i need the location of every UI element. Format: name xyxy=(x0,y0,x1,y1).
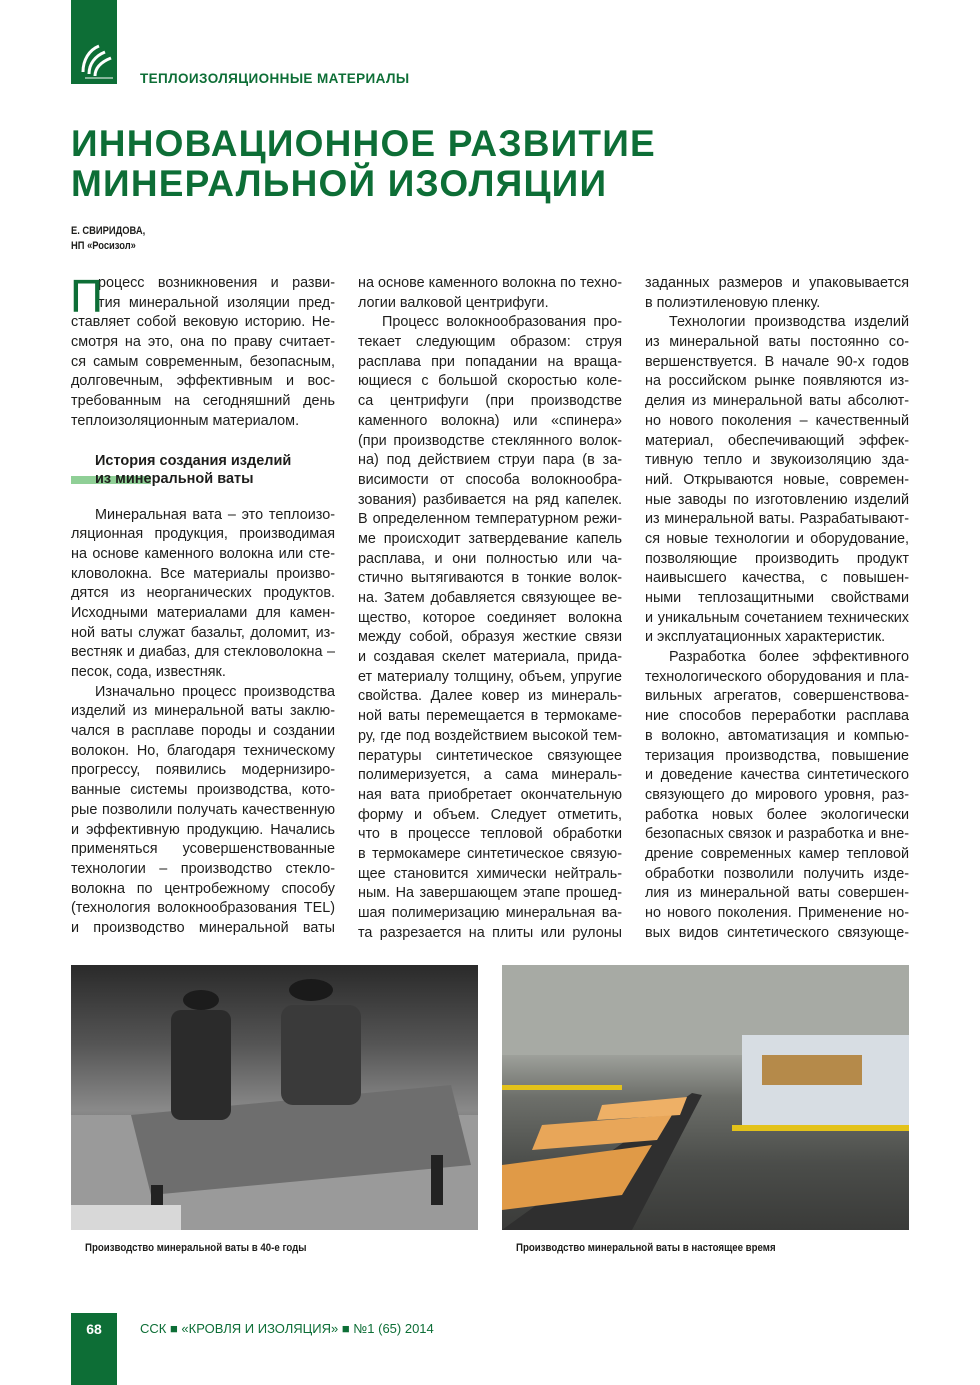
text-line: каменного волокна) или «спинера» xyxy=(358,412,622,429)
text-line: теризация производства, повышение xyxy=(645,747,909,764)
photo-workers-illustration xyxy=(71,965,478,1230)
text-line: Исходными материалами для камен- xyxy=(71,604,335,621)
text-column-1 xyxy=(70,270,335,939)
text-line: ной ваты перемещается в термокаме- xyxy=(358,708,622,725)
photo-1940s-production xyxy=(71,965,478,1230)
text-line: применяться усовершенствованные xyxy=(71,841,335,858)
article-title: ИННОВАЦИОННОЕ РАЗВИТИЕ МИНЕРАЛЬНОЙ ИЗОЛЯЦИИ xyxy=(71,123,656,204)
text-line: на) под действием струи пара (в за- xyxy=(358,452,622,469)
footer-green-box xyxy=(71,1313,117,1385)
text-line: щество, которое соединяет волокна xyxy=(358,609,622,626)
publication-info: ССК ■ «КРОВЛЯ И ИЗОЛЯЦИЯ» ■ №1 (65) 2014 xyxy=(140,1321,434,1336)
text-line: тия минеральной изоляции пред- xyxy=(98,294,335,311)
subheading-line: из минеральной ваты xyxy=(95,470,254,487)
text-line: стично вытягиваются в тонкие волок- xyxy=(358,570,622,587)
text-line: ет материалу толщину, объем, упругие xyxy=(358,668,622,685)
text-line: ной ваты служат базальт, доломит, из- xyxy=(71,624,335,641)
text-line: но нового поколения – качественный xyxy=(645,412,909,429)
text-line: безопасных связок и разработка и вне- xyxy=(645,826,909,843)
text-line: материал, обеспечивающий эффек- xyxy=(645,432,909,449)
text-line: ний. Открываются новые, современ- xyxy=(645,471,909,488)
text-line: свойства. Далее ковер из минераль- xyxy=(358,688,622,705)
text-line: технологического оборудования и пла- xyxy=(645,668,909,685)
text-line: зования) разбивается на ряд капелек. xyxy=(358,491,622,508)
text-line: расплава при попадании на враща- xyxy=(358,353,622,370)
text-line: ванные системы производства, кото- xyxy=(71,782,335,799)
text-line: вестняк и диабаз, для стекловолокна – xyxy=(71,644,335,661)
text-line: ме происходит затвердевание капель xyxy=(358,530,622,547)
text-line: работка новых более экологически xyxy=(645,806,909,823)
text-line: В определенном температурном режи- xyxy=(358,511,622,528)
paragraph xyxy=(70,270,335,432)
text-line: (при производстве стеклянного волок- xyxy=(358,432,622,449)
header-green-bar xyxy=(71,0,117,84)
text-line: наивысшего качества, с повышен- xyxy=(645,570,909,587)
leaf-lines-logo-icon xyxy=(77,40,113,80)
text-line: вильных агрегатов, совершенствова- xyxy=(645,688,909,705)
text-line: роцесс возникновения и разви- xyxy=(98,275,335,291)
text-line: лия из минеральной ваты совершен- xyxy=(645,885,909,902)
text-line: в термокамере синтетическое связую- xyxy=(358,845,622,862)
text-line: и доведение качества синтетического xyxy=(645,767,909,784)
text-line: смотря на это, она по праву считает- xyxy=(71,334,335,351)
text-line: щее становится химически нейтраль- xyxy=(358,865,622,882)
author-name: Е. СВИРИДОВА, xyxy=(71,225,146,237)
paragraph xyxy=(645,313,909,648)
text-line: на. Затем добавляется связующее ве- xyxy=(358,590,622,606)
text-line: Минеральная вата – это теплоизо- xyxy=(95,506,335,523)
text-line: ные заводы по изготовлению изделий xyxy=(645,491,909,508)
text-line: ся новые технологии и оборудование, xyxy=(645,530,909,547)
text-line: заданных размеров и упаковывается xyxy=(645,275,909,291)
text-line: дятся из неорганических продуктов. xyxy=(71,585,335,602)
text-line: на основе каменного волокна по техно- xyxy=(358,275,622,291)
text-line: требованным на сегодняшний день xyxy=(71,393,335,410)
text-line: но нового поколения. Применение но- xyxy=(645,905,909,921)
text-line: волокна по центробежному способу xyxy=(71,880,335,897)
text-line: из минеральной ваты. Разрабатывают- xyxy=(645,511,909,528)
text-line: между собой, образуя жесткие связи xyxy=(358,629,622,646)
author-organization: НП «Росизол» xyxy=(71,240,136,252)
text-line: ру, где под воздействием высокой тем- xyxy=(358,727,622,744)
text-line: шая полимеризацию минеральная ва- xyxy=(358,905,622,921)
text-line: на российском рынке появляются из- xyxy=(645,373,909,390)
text-column-3 xyxy=(645,274,909,943)
text-line: (технология волокнообразования TEL) xyxy=(71,900,335,917)
section-label: ТЕПЛОИЗОЛЯЦИОННЫЕ МАТЕРИАЛЫ xyxy=(140,71,410,86)
text-line: и эффективную продукцию. Начались xyxy=(71,821,335,838)
photo-modern-production xyxy=(502,965,909,1230)
photo-caption-1: Производство минеральной ваты в 40-е годы xyxy=(85,1242,307,1254)
text-line: технологии – производство стекло- xyxy=(71,860,335,877)
text-line: из минеральной ваты постоянно со- xyxy=(645,334,909,351)
text-line: в волокно, автоматизация и компью- xyxy=(645,727,909,744)
paragraph xyxy=(645,274,909,313)
text-line: рые позволили получать качественную xyxy=(71,801,335,818)
text-line: изделий из минеральной ваты заклю- xyxy=(71,703,335,720)
text-line: текает следующим образом: струя xyxy=(358,334,622,351)
text-line: расплава, и они полностью или ча- xyxy=(358,550,622,567)
text-line: и уникальным сочетанием технических xyxy=(645,609,909,626)
text-line: на основе каменного волокна или сте- xyxy=(71,545,335,562)
text-line: теплоизоляционным материалом. xyxy=(71,412,300,429)
photo-factory-illustration xyxy=(502,965,909,1230)
text-line: ся самым современным, безопасным, xyxy=(71,353,335,370)
text-column-2 xyxy=(358,274,622,943)
text-line: волокон. Но, благодаря техническому xyxy=(71,742,335,759)
text-line: висимости от способа волокнообра- xyxy=(358,471,622,488)
text-line: и производство минеральной ваты xyxy=(71,919,335,936)
drop-cap: П xyxy=(70,270,104,322)
text-line: пературы синтетическое связующее xyxy=(358,747,622,764)
text-line: делия из минеральной ваты абсолют- xyxy=(645,393,909,410)
text-line: вых видов синтетического связующе- xyxy=(645,924,909,941)
text-line: ная вата приобретает окончательную xyxy=(358,786,622,803)
text-line: кловолокна. Все материалы произво- xyxy=(71,565,335,582)
paragraph xyxy=(645,648,909,943)
text-line: Изначально процесс производства xyxy=(95,683,335,700)
text-line: и эксплуатационных характеристик. xyxy=(645,629,886,646)
text-line: ние способов переработки расплава xyxy=(645,708,909,725)
text-line: логии валковой центрифуги. xyxy=(358,294,549,311)
text-line: са центрифуги (при производстве xyxy=(358,393,622,410)
text-line: ными теплозащитными свойствами xyxy=(645,590,909,606)
text-line: долговечным, эффективным и вос- xyxy=(71,373,335,390)
text-line: прогрессу, появились модернизиро- xyxy=(71,762,335,779)
text-line: чался в расплаве породы и создании xyxy=(71,723,335,740)
text-line: и создавая скелет материала, прида- xyxy=(358,649,622,666)
text-line: ным. На завершающем этапе прошед- xyxy=(358,885,622,902)
text-line: ляционная продукция, производимая xyxy=(71,526,335,543)
paragraph xyxy=(358,313,622,943)
text-line: тивную тепло и звукоизоляцию зда- xyxy=(645,452,909,469)
text-line: что в процессе тепловой обработки xyxy=(358,826,622,843)
text-line: песок, сода, известняк. xyxy=(71,664,226,680)
text-line: Технологии производства изделий xyxy=(669,314,909,331)
paragraph xyxy=(71,506,335,683)
byline xyxy=(71,224,145,254)
text-line: ющиеся с большой скоростью коле- xyxy=(358,373,622,390)
text-line: дрение современных камер тепловой xyxy=(645,845,909,862)
paragraph xyxy=(71,683,335,939)
subheading-line: История создания изделий xyxy=(95,452,292,469)
text-line: ставляет собой вековую историю. Не- xyxy=(71,314,335,331)
text-line: та разрезается на плиты или рулоны xyxy=(358,924,622,941)
text-line: Процесс волокнообразования про- xyxy=(382,314,622,331)
text-line: полимеризуется, а сама минераль- xyxy=(358,767,622,784)
text-line: позволяющие производить продукт xyxy=(645,550,909,567)
page-number: 68 xyxy=(86,1321,102,1337)
text-line: Разработка более эффективного xyxy=(669,649,909,666)
text-line: связующего до мирового уровня, раз- xyxy=(645,786,909,803)
text-line: обработки позволили получить изде- xyxy=(645,865,909,882)
text-line: форму и объем. Следует отметить, xyxy=(358,806,622,823)
text-line: в полиэтиленовую пленку. xyxy=(645,294,821,311)
subheading xyxy=(71,452,335,488)
text-line: вершенствуется. В начале 90-х годов xyxy=(645,353,909,370)
paragraph xyxy=(358,274,622,313)
photo-caption-2: Производство минеральной ваты в настоящее время xyxy=(516,1242,776,1254)
